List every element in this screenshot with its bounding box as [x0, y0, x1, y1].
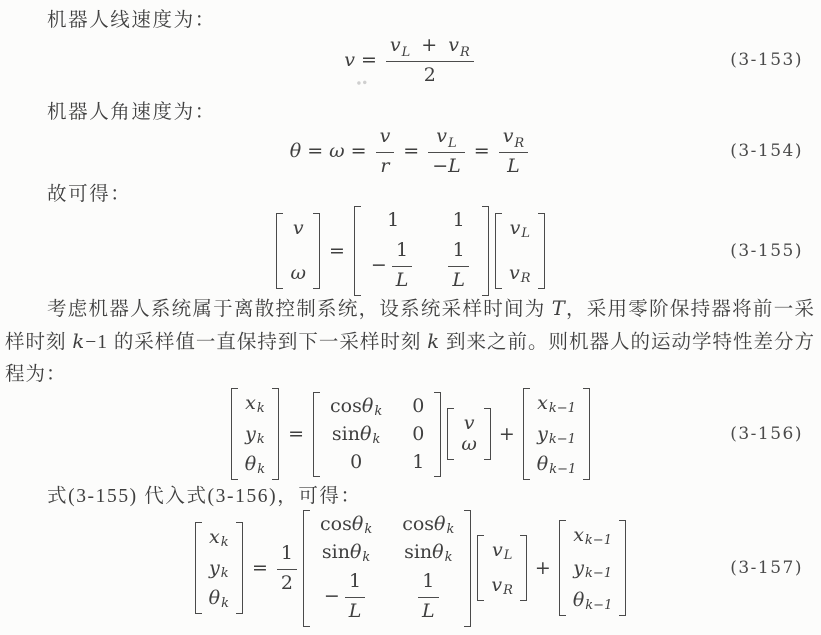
subscript: k [257, 462, 266, 477]
right-bracket [520, 535, 527, 601]
equals-sign: = [307, 139, 324, 162]
subscript: R [503, 583, 513, 598]
left-bracket [495, 213, 502, 289]
frac-numerator [386, 35, 474, 61]
column-vector-vl-vr: v L v R [495, 213, 545, 289]
equation-number: (3-155) [730, 241, 803, 261]
paragraph-discrete-line1: 考虑机器人系统属于离散控制系统，设系统采样时间为 T，采用零阶保持器将前一采 [47, 297, 815, 320]
subscript: k−1 [584, 533, 612, 548]
right-bracket [538, 213, 545, 289]
equation-3-153-body [344, 35, 477, 86]
column-vector-vl-vr: v L v R [477, 535, 527, 601]
left-bracket [477, 535, 484, 601]
equals-sign: = [473, 139, 490, 162]
right-bracket [272, 388, 279, 480]
minus-sign: − [370, 254, 387, 276]
fraction [428, 126, 465, 177]
equation-3-157-body [192, 510, 630, 627]
matrix-entry: 1 [387, 209, 400, 231]
right-bracket [434, 392, 441, 477]
column-vector-state-k-1: x k−1 y k−1 θ k−1 [523, 388, 591, 480]
subscript: k [374, 403, 383, 419]
plus-sign: + [534, 556, 551, 579]
equation-3-157 [0, 506, 821, 630]
column-vector-state-k: x k y k θ k [195, 522, 243, 614]
matrix-3x2 [303, 510, 471, 627]
equation-3-154 [0, 122, 821, 180]
right-bracket [484, 408, 491, 460]
equation-number: (3-154) [730, 141, 803, 161]
frac-numerator: $v_R$ [502, 124, 525, 151]
right-bracket [236, 522, 243, 614]
subscript: k [256, 401, 265, 416]
matrix-2x2 [354, 206, 489, 296]
paragraph-discrete-line2: 样时刻 k−1 的采样值一直保持到下一采样时刻 k 到来之前。则机器人的运动学特性差分方 [5, 330, 815, 353]
equals-sign: = [350, 139, 367, 162]
equals-sign: = [403, 139, 420, 162]
equation-3-155-body [273, 206, 547, 296]
var-omega: ω [290, 262, 306, 284]
fraction [499, 126, 529, 177]
matrix-entry: sin θ k [331, 422, 381, 447]
subscript: k−1 [585, 598, 613, 613]
left-bracket [276, 213, 283, 289]
plus-sign: + [421, 33, 438, 56]
matrix-entry: 1 L [448, 240, 469, 291]
frac-denominator: 2 [386, 61, 474, 86]
subscript: k [256, 431, 265, 447]
frac-denominator: L [499, 152, 529, 177]
column-vector-v-omega: v ω [447, 408, 491, 460]
right-bracket [482, 206, 489, 296]
left-bracket [354, 206, 361, 296]
right-bracket [583, 388, 590, 480]
left-bracket [559, 520, 566, 616]
subscript: L [401, 44, 411, 60]
var-v: v [292, 217, 304, 239]
matrix-entry: 0 [412, 422, 425, 445]
subscript: k [220, 535, 229, 550]
equation-number: (3-157) [730, 558, 803, 578]
equals-sign: = [288, 422, 305, 445]
matrix-entry: − $\frac{1}{L}$ [324, 571, 369, 622]
right-bracket [313, 213, 320, 289]
fraction [376, 126, 395, 177]
plus-sign: + [498, 422, 515, 445]
subscript: k−1 [584, 565, 612, 581]
subscript: k [221, 596, 229, 611]
equation-3-156 [0, 386, 821, 482]
equals-sign: = [328, 239, 345, 262]
equation-number: (3-156) [730, 424, 803, 444]
left-bracket [195, 522, 202, 614]
left-bracket [447, 408, 454, 460]
var-k: k [427, 330, 441, 353]
matrix-entry: cos θ k [320, 512, 373, 537]
matrix-entry: 1 L [418, 571, 439, 622]
matrix-entry: 1 [452, 209, 465, 231]
column-vector-state-k: x k y k θ k [231, 388, 279, 480]
equals-sign: = [252, 556, 268, 579]
frac-numerator: $v_L$ [436, 124, 457, 151]
equation-3-154-body [290, 126, 531, 177]
subscript: k [444, 549, 453, 565]
matrix-entry: cos θ k [402, 512, 455, 537]
var-T: T [551, 297, 566, 320]
left-bracket [313, 392, 320, 477]
matrix-entry: sin θ k [321, 540, 371, 565]
var-v: v [389, 33, 401, 56]
intro-angular-velocity: 机器人角速度为： [47, 102, 216, 123]
matrix-entry: cos θ k [330, 394, 383, 419]
subscript: R [514, 135, 525, 151]
var-omega: ω [329, 139, 345, 162]
subscript: k [372, 431, 381, 447]
matrix-entry: 1 [412, 450, 425, 473]
intro-linear-velocity: 机器人线速度为： [47, 10, 216, 31]
subscript: k [364, 521, 373, 537]
scan-smudge-artifact [355, 80, 368, 86]
frac-numerator: v [379, 124, 391, 147]
left-bracket [303, 510, 310, 627]
equation-3-153 [0, 30, 821, 90]
frac-denominator: r [376, 152, 395, 177]
var-k: k [72, 330, 86, 353]
right-bracket [619, 520, 626, 616]
subscript: R [459, 44, 470, 60]
left-bracket [231, 388, 238, 480]
column-vector-v-omega [276, 213, 320, 289]
subscript: L [521, 226, 530, 241]
frac-denominator: −L [428, 152, 465, 177]
var-theta: θ [289, 139, 302, 162]
fraction-one-half: $\frac{1}{2}$ [277, 543, 297, 594]
subscript: k−1 [549, 462, 577, 477]
left-bracket [523, 388, 530, 480]
subscript: k−1 [548, 431, 576, 447]
equation-3-156-body [228, 388, 593, 480]
paragraph-discrete-line3: 程为： [5, 364, 67, 385]
matrix-entry: − $\frac{1}{L}$ [371, 240, 416, 291]
matrix-entry: sin θ k [404, 540, 453, 565]
subscript: R [520, 271, 531, 286]
intro-hence: 故可得： [47, 184, 132, 205]
column-vector-state-k-1: x k−1 y k−1 θ k−1 [559, 520, 627, 616]
var-v: v [448, 33, 459, 56]
subscript: k [220, 565, 229, 581]
fraction [386, 35, 474, 86]
var-v: v [344, 48, 355, 71]
subscript: k [446, 521, 455, 537]
equation-number: (3-153) [730, 50, 803, 70]
equation-3-155 [0, 207, 821, 295]
subscript: L [448, 135, 457, 151]
matrix-3x2 [313, 392, 441, 477]
subscript: L [503, 548, 513, 563]
substitution-sentence: 式(3-155) 代入式(3-156)，可得： [47, 486, 362, 507]
subscript: k [362, 549, 371, 565]
right-bracket [464, 510, 471, 627]
matrix-entry: 0 [412, 394, 425, 417]
matrix-entry: 0 [350, 450, 363, 473]
minus-sign: − [323, 584, 340, 607]
equals-sign: = [360, 48, 377, 71]
subscript: k−1 [548, 401, 576, 416]
